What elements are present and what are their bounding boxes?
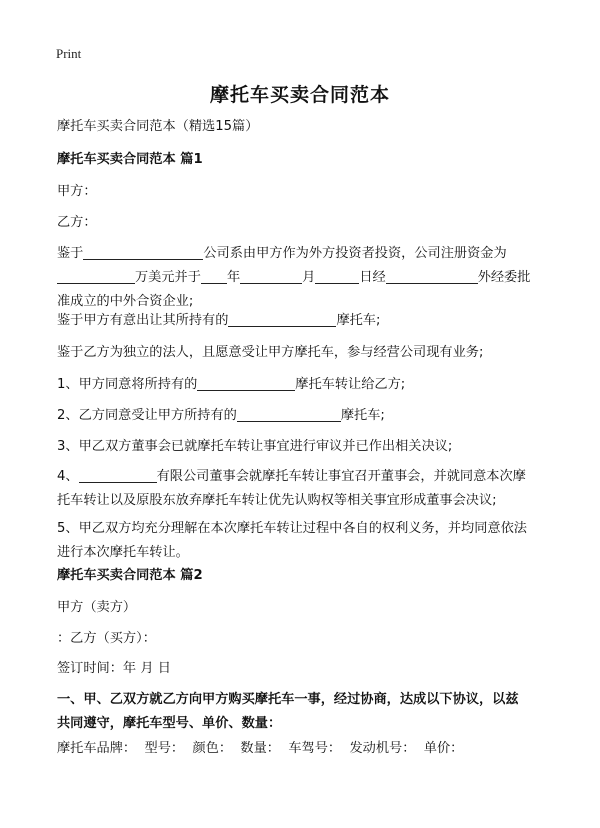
item-5-text-1: 5、甲乙双方均充分理解在本次摩托车转让过程中各自的权利义务，并均同意依法 — [57, 521, 527, 536]
recital-1-text-2: 公司系由甲方作为外方投资者投资，公司注册资金为 — [203, 246, 507, 261]
clause-1 — [57, 688, 557, 736]
item-5 — [57, 517, 557, 565]
recital-2 — [57, 309, 557, 333]
recital-3: 鉴于乙方为独立的法人，且愿意受让甲方摩托车，参与经营公司现有业务; — [57, 345, 484, 360]
clause-1-line-1: 一、甲、乙双方就乙方向甲方购买摩托车一事，经过协商，达成以下协议，以兹 — [57, 692, 519, 707]
item-2-blank — [237, 407, 341, 422]
recital-1-text-1: 鉴于 — [57, 246, 84, 261]
motorcycle-fields: 摩托车品牌： 型号： 颜色： 数量： 车驾号： 发动机号： 单价： — [57, 741, 464, 756]
item-2 — [57, 404, 557, 428]
party-a-label: 甲方： — [57, 184, 97, 199]
recital-1 — [57, 242, 557, 314]
approver-blank — [386, 269, 478, 284]
clause-1-line-2: 共同遵守，摩托车型号、单价、数量： — [57, 716, 282, 731]
print-link[interactable]: Print — [56, 46, 82, 61]
recital-2-text-1: 鉴于甲方有意出让其所持有的 — [57, 313, 229, 328]
buyer-label: ：乙方（买方）： — [57, 631, 156, 646]
recital-1-text-8: 准成立的中外合资企业; — [57, 294, 194, 309]
item-4 — [57, 465, 557, 513]
recital-1-text-5: 月 — [302, 270, 316, 285]
company-name-blank — [79, 468, 157, 483]
recital-2-text-2: 摩托车; — [336, 313, 381, 328]
capital-blank — [57, 269, 135, 284]
item-4-text-3: 托车转让以及原股东放弃摩托车转让优先认购权等相关事宜形成董事会决议; — [57, 493, 497, 508]
seller-label: 甲方（卖方） — [57, 600, 137, 615]
sign-time: 签订时间：年 月 日 — [57, 661, 171, 676]
day-blank — [315, 269, 359, 284]
item-2-text-1: 2、乙方同意受让甲方所持有的 — [57, 408, 237, 423]
month-blank — [240, 269, 302, 284]
section-2-heading: 摩托车买卖合同范本 篇2 — [57, 568, 203, 583]
section-1-heading: 摩托车买卖合同范本 篇1 — [57, 152, 203, 167]
party-b-label: 乙方： — [57, 215, 97, 230]
item-1-text-2: 摩托车转让给乙方; — [295, 377, 406, 392]
recital-1-text-4: 年 — [226, 270, 241, 285]
recital-1-text-6: 日经 — [359, 270, 386, 285]
item-2-text-2: 摩托车; — [340, 408, 385, 423]
item-1 — [57, 373, 557, 397]
recital-1-text-3: 万美元并于 — [135, 270, 201, 285]
recital-1-text-7: 外经委批 — [477, 270, 531, 285]
item-4-text-1: 4、 — [57, 469, 79, 484]
company-blank — [83, 245, 203, 260]
year-blank — [201, 269, 227, 284]
item-3: 3、甲乙双方董事会已就摩托车转让事宜进行审议并已作出相关决议; — [57, 439, 453, 454]
item-1-blank — [197, 376, 295, 391]
item-5-text-2: 进行本次摩托车转让。 — [57, 545, 189, 560]
document-title: 摩托车买卖合同范本 — [209, 84, 390, 106]
item-1-text-1: 1、甲方同意将所持有的 — [57, 377, 198, 392]
holding-blank — [228, 312, 336, 327]
document-subtitle: 摩托车买卖合同范本（精选15篇） — [57, 119, 259, 134]
item-4-text-2: 有限公司董事会就摩托车转让事宜召开董事会，并就同意本次摩 — [156, 469, 526, 484]
